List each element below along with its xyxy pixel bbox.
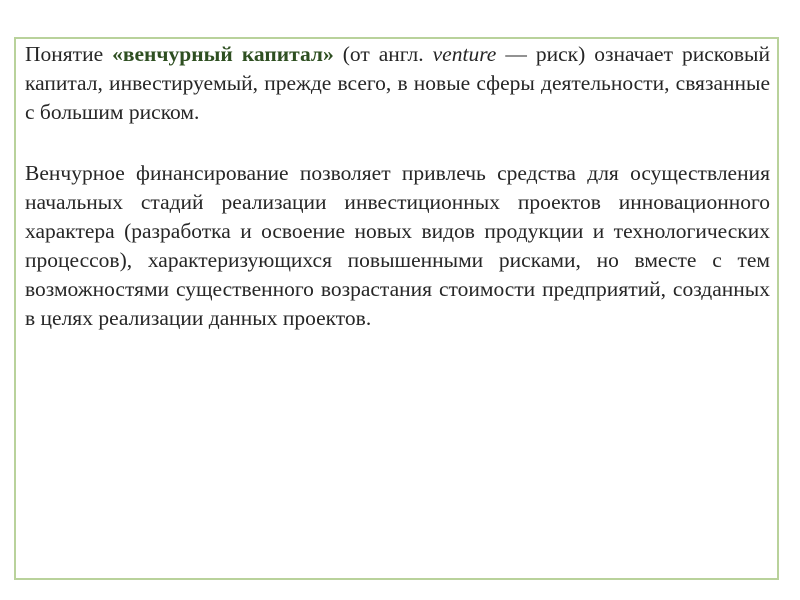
- definition-intro: Понятие: [25, 42, 113, 66]
- definition-body: — риск) означает рисковый капитал, инвестируемый, прежде всего, в новые сферы деятельности, связанные с большим риском.: [25, 42, 770, 124]
- definition-origin-prefix: (от англ.: [333, 42, 433, 66]
- paragraph-venture-financing: Венчурное финансирование позволяет привлечь средства для осуществления начальных стадий реализации инвестиционных проектов инновационного характера (разработка и освоение новых видов продукции и технологических процессов), характеризующихся повышенными рисками, но вместе с тем возможностями существенного возрастания стоимости предприятий, созданных в целях реализации данных проектов.: [25, 161, 770, 330]
- term-venture-capital: «венчурный капитал»: [112, 42, 334, 66]
- slide-content: [25, 40, 770, 333]
- foreign-word-venture: venture: [432, 42, 497, 66]
- paragraph-definition: [25, 40, 770, 127]
